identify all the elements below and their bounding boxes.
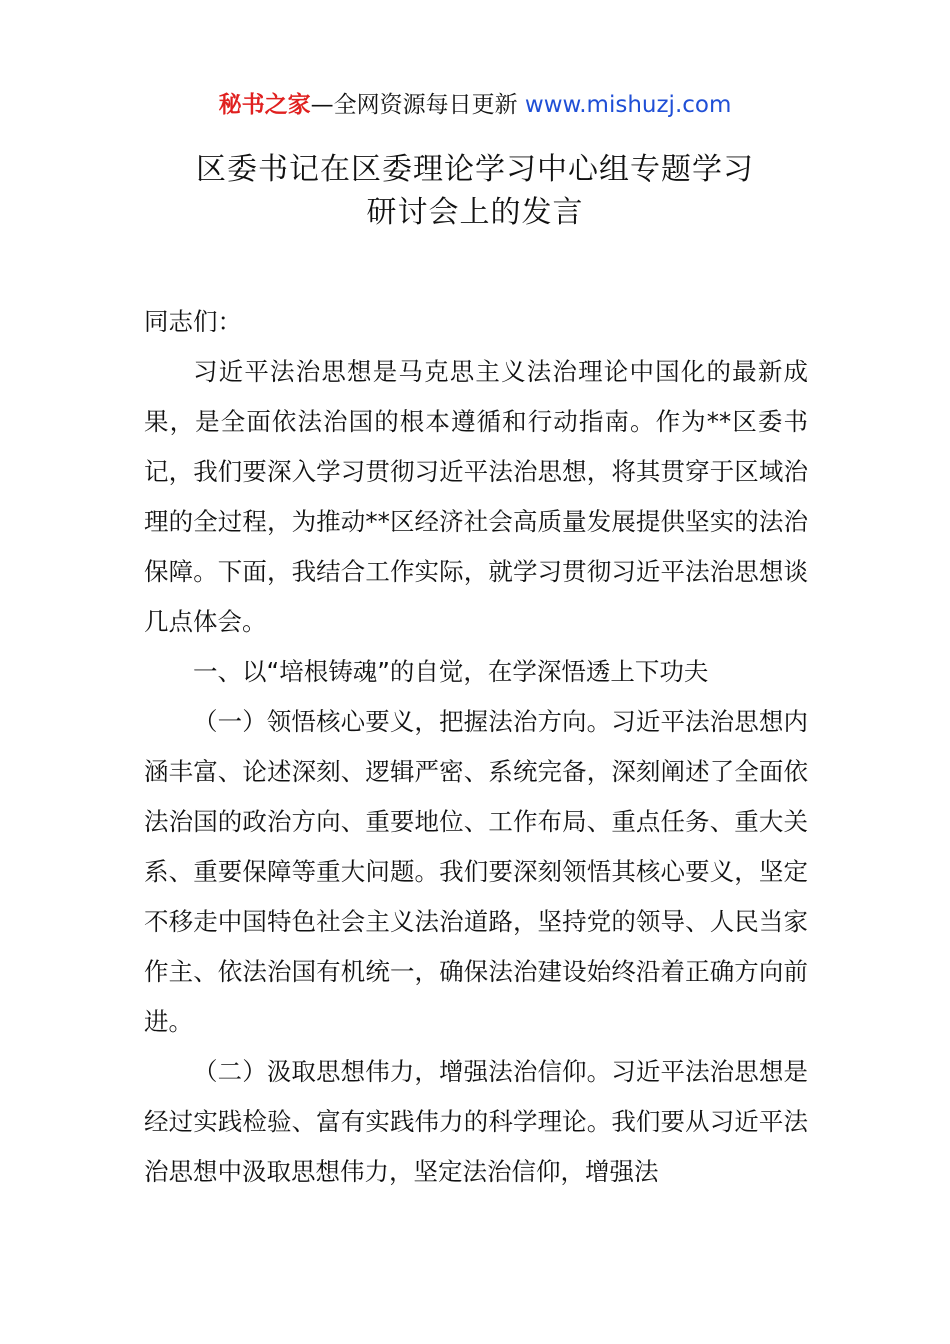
document-title bbox=[0, 148, 950, 234]
site-header bbox=[0, 88, 950, 122]
section-heading-1: 一、以“培根铸魂”的自觉，在学深悟透上下功夫 bbox=[193, 657, 709, 686]
salutation: 同志们： bbox=[144, 307, 242, 336]
brand-name: 秘书之家 bbox=[218, 92, 311, 118]
site-url-link[interactable]: www.mishuzj.com bbox=[524, 92, 732, 118]
paragraph-subsection-1: （一）领悟核心要义，把握法治方向。习近平法治思想内涵丰富、论述深刻、逻辑严密、系统完备，深刻阐述了全面依法治国的政治方向、重要地位、工作布局、重点任务、重大关系、重要保障等重大问题。我们要深刻领悟其核心要义，坚定不移走中国特色社会主义法治道路，坚持党的领导、人民当家作主、依法治国有机统一，确保法治建设始终沿着正确方向前进。 bbox=[144, 707, 808, 1036]
document-body bbox=[144, 297, 808, 1197]
paragraph-subsection-2: （二）汲取思想伟力，增强法治信仰。习近平法治思想是经过实践检验、富有实践伟力的科学理论。我们要从习近平法治思想中汲取思想伟力，坚定法治信仰，增强法 bbox=[144, 1057, 808, 1186]
title-line-2: 研讨会上的发言 bbox=[366, 195, 584, 230]
paragraph-intro: 习近平法治思想是马克思主义法治理论中国化的最新成果，是全面依法治国的根本遵循和行动指南。作为**区委书记，我们要深入学习贯彻习近平法治思想，将其贯穿于区域治理的全过程，为推动**区经济社会高质量发展提供坚实的法治保障。下面，我结合工作实际，就学习贯彻习近平法治思想谈几点体会。 bbox=[144, 357, 808, 636]
title-line-1: 区委书记在区委理论学习中心组专题学习 bbox=[196, 152, 754, 187]
header-slogan: —全网资源每日更新 bbox=[310, 92, 525, 118]
